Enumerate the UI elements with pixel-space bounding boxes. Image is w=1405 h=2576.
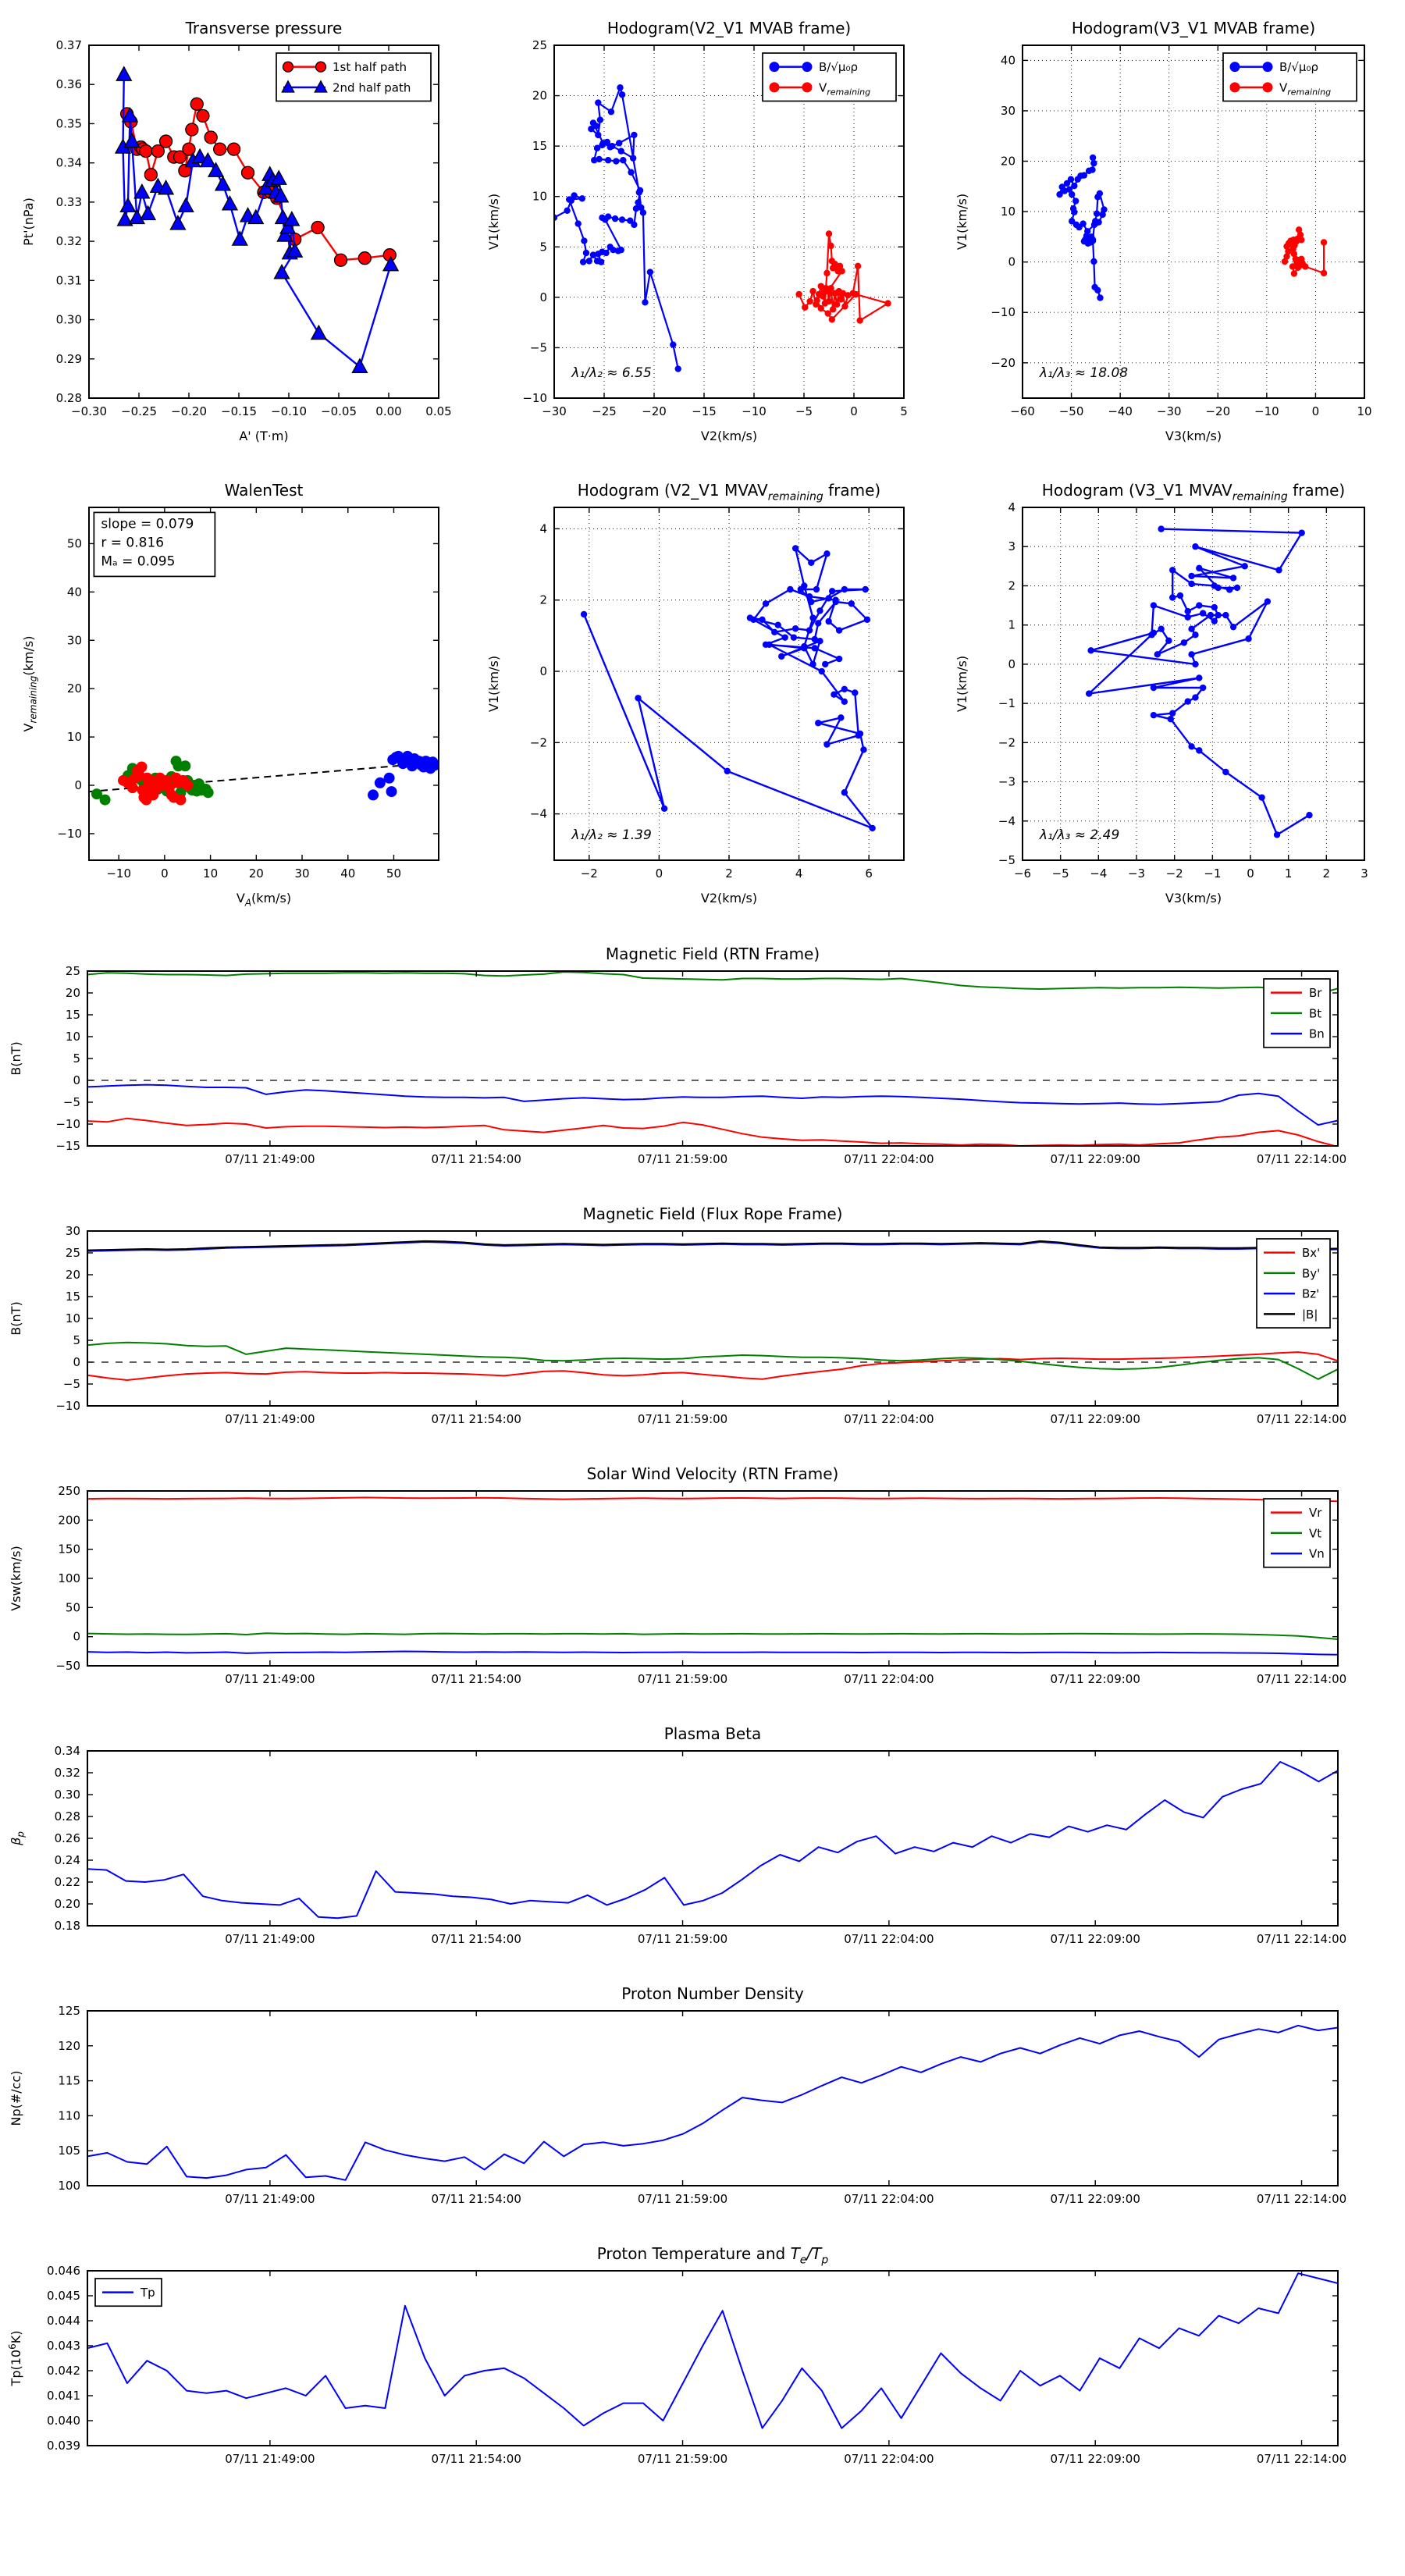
svg-text:−10: −10 <box>106 866 131 881</box>
svg-text:250: 250 <box>58 1484 80 1498</box>
svg-text:−60: −60 <box>1010 404 1035 418</box>
svg-text:0.041: 0.041 <box>47 2389 80 2403</box>
svg-text:0.18: 0.18 <box>54 1919 80 1933</box>
svg-text:07/11 21:59:00: 07/11 21:59:00 <box>637 2452 728 2466</box>
svg-text:0.34: 0.34 <box>54 1744 80 1758</box>
walen-test-chart <box>5 467 467 926</box>
svg-text:07/11 22:14:00: 07/11 22:14:00 <box>1256 1412 1347 1426</box>
svg-text:−2: −2 <box>529 735 547 750</box>
svg-text:07/11 22:14:00: 07/11 22:14:00 <box>1256 2192 1347 2206</box>
svg-text:−4: −4 <box>998 813 1016 828</box>
svg-text:0.32: 0.32 <box>55 234 82 249</box>
svg-text:0.30: 0.30 <box>55 312 82 327</box>
svg-text:07/11 22:09:00: 07/11 22:09:00 <box>1050 1932 1140 1946</box>
svg-text:0.35: 0.35 <box>55 116 82 131</box>
svg-text:V2(km/s): V2(km/s) <box>700 891 758 906</box>
svg-text:0.32: 0.32 <box>54 1766 80 1780</box>
hodogram-v3v1-mvav-chart <box>935 467 1402 926</box>
svg-text:V1(km/s): V1(km/s) <box>955 655 969 713</box>
panel-magnetic-field-flux-rope <box>0 1197 1405 1456</box>
svg-text:07/11 22:14:00: 07/11 22:14:00 <box>1256 1932 1347 1946</box>
svg-text:0.29: 0.29 <box>55 351 82 366</box>
svg-text:30: 30 <box>66 633 82 648</box>
svg-text:Vremaining: $V_{remaining}$ <box>819 80 871 98</box>
svg-text:125: 125 <box>58 2004 80 2018</box>
svg-text:−10: −10 <box>742 404 767 418</box>
svg-text:20: 20 <box>65 986 80 1000</box>
svg-text:0.043: 0.043 <box>47 2339 80 2353</box>
svg-text:Tp: Tp <box>140 2286 155 2300</box>
svg-text:25: 25 <box>65 964 80 978</box>
svg-text:−40: −40 <box>1108 404 1133 418</box>
panel-proton-temperature <box>0 2236 1405 2496</box>
svg-text:Tp(106K): $Tp(10^6K)$ <box>6 2330 23 2386</box>
svg-text:0.37: 0.37 <box>55 38 82 52</box>
svg-text:0.045: 0.045 <box>47 2289 80 2303</box>
magnetic-field-flux-rope-chart <box>0 1197 1405 1456</box>
svg-text:10: 10 <box>203 866 219 881</box>
svg-text:Vr: Vr <box>1309 1506 1322 1521</box>
svg-text:Mₐ = 0.095: Mₐ = 0.095 <box>101 553 176 570</box>
svg-text:100: 100 <box>58 1571 80 1585</box>
svg-text:07/11 21:54:00: 07/11 21:54:00 <box>431 1412 521 1426</box>
svg-text:150: 150 <box>58 1542 80 1557</box>
svg-text:−2: −2 <box>1165 866 1183 881</box>
svg-text:V1(km/s): V1(km/s) <box>486 655 501 713</box>
svg-text:07/11 22:14:00: 07/11 22:14:00 <box>1256 1672 1347 1686</box>
svg-text:−15: −15 <box>692 404 717 418</box>
svg-text:Vremaining(km/s): $V_{remaining}(km/s)$ <box>21 635 39 732</box>
svg-text:1: 1 <box>1008 617 1016 632</box>
svg-text:25: 25 <box>65 1246 80 1260</box>
svg-text:By': By' <box>1302 1266 1321 1281</box>
svg-text:30: 30 <box>294 866 310 881</box>
svg-text:−30: −30 <box>1156 404 1182 418</box>
svg-text:100: 100 <box>58 2179 80 2193</box>
hodogram-v2v1-mvab-chart <box>470 5 932 464</box>
svg-text:0: 0 <box>73 1073 80 1087</box>
svg-text:Vn: Vn <box>1309 1546 1325 1561</box>
svg-text:0: 0 <box>73 1355 80 1369</box>
svg-text:0: 0 <box>1311 404 1320 418</box>
svg-text:−5: −5 <box>998 853 1016 867</box>
svg-text:−0.25: −0.25 <box>121 404 157 418</box>
svg-text:10: 10 <box>1000 205 1016 219</box>
svg-text:115: 115 <box>58 2073 80 2088</box>
svg-text:WalenTest: WalenTest <box>224 481 304 500</box>
plasma-beta-chart <box>0 1717 1405 1976</box>
svg-text:−0.15: −0.15 <box>221 404 257 418</box>
svg-text:−5: −5 <box>62 1095 80 1109</box>
svg-text:50: 50 <box>66 536 82 551</box>
svg-text:07/11 22:14:00: 07/11 22:14:00 <box>1256 2452 1347 2466</box>
svg-text:λ₁/λ₂ ≈ 6.55: λ₁/λ₂ ≈ 6.55 <box>571 365 652 381</box>
svg-text:|B|: |B| <box>1302 1307 1318 1322</box>
panel-hodogram-v3v1-mvab <box>935 5 1402 464</box>
svg-text:105: 105 <box>58 2144 80 2158</box>
svg-text:−30: −30 <box>542 404 567 418</box>
svg-text:20: 20 <box>532 88 547 103</box>
svg-text:2: 2 <box>1322 866 1331 881</box>
svg-text:VA(km/s): $V_A(km/s)$ <box>236 891 292 909</box>
svg-text:40: 40 <box>66 585 82 600</box>
svg-text:07/11 22:09:00: 07/11 22:09:00 <box>1050 2192 1140 2206</box>
svg-text:07/11 21:54:00: 07/11 21:54:00 <box>431 2452 521 2466</box>
svg-text:Magnetic Field (Flux Rope Fram: Magnetic Field (Flux Rope Frame) <box>582 1204 843 1223</box>
svg-text:V2(km/s): V2(km/s) <box>700 429 758 443</box>
svg-text:Hodogram(V3_V1 MVAB frame): Hodogram(V3_V1 MVAB frame) <box>1071 19 1316 37</box>
svg-text:0.042: 0.042 <box>47 2364 80 2378</box>
svg-text:λ₁/λ₃ ≈ 2.49: λ₁/λ₃ ≈ 2.49 <box>1039 827 1120 843</box>
svg-text:50: 50 <box>65 1600 80 1615</box>
svg-text:Hodogram (V2_V1 MVAVremaining: Hodogram (V2_V1 $MVAV_{remaining}$ frame) <box>577 481 881 503</box>
svg-text:−3: −3 <box>998 774 1016 789</box>
svg-text:−4: −4 <box>529 806 547 821</box>
svg-text:0: 0 <box>655 866 663 881</box>
magnetic-field-rtn-chart <box>0 937 1405 1196</box>
svg-text:20: 20 <box>248 866 264 881</box>
svg-text:0: 0 <box>539 290 547 304</box>
svg-text:0.040: 0.040 <box>47 2414 80 2428</box>
svg-text:−0.30: −0.30 <box>71 404 107 418</box>
svg-text:0.05: 0.05 <box>425 404 452 418</box>
svg-text:0.36: 0.36 <box>55 77 82 92</box>
svg-text:A' (T·m): A' (T·m) <box>239 429 289 443</box>
svg-text:r = 0.816: r = 0.816 <box>101 535 165 551</box>
svg-text:07/11 21:59:00: 07/11 21:59:00 <box>637 1412 728 1426</box>
svg-text:−0.05: −0.05 <box>321 404 357 418</box>
svg-text:1st half path: 1st half path <box>333 60 407 75</box>
svg-text:0.33: 0.33 <box>55 194 82 209</box>
svg-text:0.26: 0.26 <box>54 1831 80 1845</box>
svg-text:07/11 21:49:00: 07/11 21:49:00 <box>225 1152 315 1166</box>
svg-text:Transverse pressure: Transverse pressure <box>185 19 343 37</box>
svg-text:−5: −5 <box>795 404 813 418</box>
svg-text:10: 10 <box>1357 404 1372 418</box>
svg-text:Bn: Bn <box>1309 1026 1325 1041</box>
svg-text:07/11 22:04:00: 07/11 22:04:00 <box>844 1672 934 1686</box>
svg-text:3: 3 <box>1008 539 1016 554</box>
svg-text:Br: Br <box>1309 986 1322 1001</box>
panel-transverse-pressure <box>5 5 467 464</box>
svg-text:Magnetic Field (RTN Frame): Magnetic Field (RTN Frame) <box>605 945 820 963</box>
svg-text:25: 25 <box>532 38 547 52</box>
svg-text:0.28: 0.28 <box>54 1809 80 1823</box>
svg-text:10: 10 <box>66 730 82 745</box>
svg-text:V3(km/s): V3(km/s) <box>1165 429 1222 443</box>
svg-text:−5: −5 <box>529 340 547 355</box>
svg-text:40: 40 <box>340 866 356 881</box>
svg-text:07/11 21:49:00: 07/11 21:49:00 <box>225 1672 315 1686</box>
svg-text:07/11 21:54:00: 07/11 21:54:00 <box>431 1672 521 1686</box>
svg-text:20: 20 <box>1000 154 1016 169</box>
svg-text:10: 10 <box>532 189 547 204</box>
svg-text:slope = 0.079: slope = 0.079 <box>101 516 194 532</box>
svg-text:−6: −6 <box>1013 866 1032 881</box>
svg-text:07/11 21:54:00: 07/11 21:54:00 <box>431 2192 521 2206</box>
svg-text:V3(km/s): V3(km/s) <box>1165 891 1222 906</box>
svg-text:15: 15 <box>65 1008 80 1022</box>
svg-text:3: 3 <box>1361 866 1368 881</box>
svg-text:50: 50 <box>386 866 402 881</box>
svg-text:Bt: Bt <box>1309 1006 1322 1021</box>
svg-text:−50: −50 <box>55 1659 80 1673</box>
svg-text:λ₁/λ₃ ≈ 18.08: λ₁/λ₃ ≈ 18.08 <box>1039 365 1129 381</box>
svg-text:07/11 22:04:00: 07/11 22:04:00 <box>844 2192 934 2206</box>
svg-text:07/11 22:09:00: 07/11 22:09:00 <box>1050 2452 1140 2466</box>
svg-text:−50: −50 <box>1058 404 1084 418</box>
svg-text:07/11 21:49:00: 07/11 21:49:00 <box>225 2452 315 2466</box>
svg-text:Hodogram(V2_V1 MVAB frame): Hodogram(V2_V1 MVAB frame) <box>606 19 852 37</box>
svg-text:0.044: 0.044 <box>47 2314 80 2328</box>
panel-hodogram-v2v1-mvav <box>470 467 932 926</box>
svg-text:07/11 21:59:00: 07/11 21:59:00 <box>637 1672 728 1686</box>
svg-text:20: 20 <box>65 1268 80 1282</box>
svg-text:0: 0 <box>539 664 547 679</box>
proton-number-density-chart <box>0 1976 1405 2236</box>
svg-text:07/11 21:54:00: 07/11 21:54:00 <box>431 1932 521 1946</box>
svg-text:V1(km/s): V1(km/s) <box>486 193 501 251</box>
svg-text:−5: −5 <box>62 1377 80 1391</box>
svg-text:−20: −20 <box>642 404 667 418</box>
svg-text:B/√μ₀ρ: B/√μ₀ρ <box>819 60 858 75</box>
svg-text:−10: −10 <box>522 391 547 405</box>
svg-text:0.046: 0.046 <box>47 2264 80 2278</box>
svg-text:Np(#/cc): Np(#/cc) <box>9 2070 23 2126</box>
panel-hodogram-v2v1-mvab <box>470 5 932 464</box>
svg-text:Bx': Bx' <box>1302 1246 1321 1261</box>
svg-text:0: 0 <box>74 778 82 793</box>
svg-text:Vt: Vt <box>1309 1526 1322 1541</box>
svg-text:07/11 21:49:00: 07/11 21:49:00 <box>225 1412 315 1426</box>
panel-solar-wind-velocity <box>0 1457 1405 1716</box>
panel-walen-test <box>5 467 467 926</box>
svg-text:B/√μ₀ρ: B/√μ₀ρ <box>1279 60 1318 75</box>
svg-text:07/11 21:54:00: 07/11 21:54:00 <box>431 1152 521 1166</box>
svg-text:Vsw(km/s): Vsw(km/s) <box>9 1546 23 1611</box>
svg-text:−20: −20 <box>1205 404 1231 418</box>
svg-text:07/11 21:49:00: 07/11 21:49:00 <box>225 2192 315 2206</box>
svg-text:07/11 22:14:00: 07/11 22:14:00 <box>1256 1152 1347 1166</box>
svg-text:0.31: 0.31 <box>55 273 82 288</box>
panel-magnetic-field-rtn <box>0 937 1405 1196</box>
svg-text:4: 4 <box>795 866 803 881</box>
svg-text:−2: −2 <box>998 735 1016 750</box>
svg-text:0.039: 0.039 <box>47 2439 80 2453</box>
svg-text:−20: −20 <box>991 355 1016 370</box>
svg-text:0.28: 0.28 <box>55 391 82 405</box>
svg-text:15: 15 <box>532 139 547 154</box>
svg-text:Solar Wind Velocity (RTN Frame: Solar Wind Velocity (RTN Frame) <box>586 1464 839 1483</box>
svg-text:Hodogram (V3_V1 MVAVremaining: Hodogram (V3_V1 $MVAV_{remaining}$ frame) <box>1041 481 1346 503</box>
svg-text:07/11 21:59:00: 07/11 21:59:00 <box>637 1152 728 1166</box>
svg-text:V1(km/s): V1(km/s) <box>955 193 969 251</box>
svg-text:07/11 21:49:00: 07/11 21:49:00 <box>225 1932 315 1946</box>
svg-text:15: 15 <box>65 1290 80 1304</box>
svg-text:Pt'(nPa): Pt'(nPa) <box>21 197 36 246</box>
svg-text:1: 1 <box>1284 866 1293 881</box>
svg-text:2: 2 <box>539 592 547 607</box>
svg-text:07/11 21:59:00: 07/11 21:59:00 <box>637 2192 728 2206</box>
svg-text:4: 4 <box>1008 500 1016 514</box>
svg-text:40: 40 <box>1000 53 1016 68</box>
svg-text:0.34: 0.34 <box>55 155 82 170</box>
svg-text:βp: $\beta_p$ <box>9 1831 27 1845</box>
svg-text:Vremaining: $V_{remaining}$ <box>1279 80 1332 98</box>
svg-text:200: 200 <box>58 1513 80 1528</box>
svg-text:20: 20 <box>66 681 82 696</box>
svg-text:−10: −10 <box>55 1399 80 1413</box>
svg-text:−10: −10 <box>55 1117 80 1131</box>
svg-text:5: 5 <box>73 1333 80 1347</box>
svg-text:B(nT): B(nT) <box>9 1301 23 1336</box>
svg-text:10: 10 <box>65 1311 80 1325</box>
panel-hodogram-v3v1-mvav <box>935 467 1402 926</box>
svg-text:5: 5 <box>900 404 908 418</box>
hodogram-v3v1-mvab-chart <box>935 5 1402 464</box>
svg-text:0: 0 <box>73 1629 80 1644</box>
svg-text:07/11 22:09:00: 07/11 22:09:00 <box>1050 1672 1140 1686</box>
svg-text:0: 0 <box>1008 254 1016 269</box>
svg-text:Proton Number Density: Proton Number Density <box>621 1984 804 2003</box>
svg-text:0.24: 0.24 <box>54 1853 80 1867</box>
svg-text:10: 10 <box>65 1030 80 1044</box>
svg-text:−10: −10 <box>991 305 1016 320</box>
svg-text:07/11 22:04:00: 07/11 22:04:00 <box>844 1932 934 1946</box>
svg-text:−10: −10 <box>57 826 82 841</box>
svg-text:−4: −4 <box>1090 866 1108 881</box>
svg-text:Proton Temperature and Te/Tp: Proton Temperature and $T_e/T_p$ <box>596 2244 829 2267</box>
svg-text:B(nT): B(nT) <box>9 1041 23 1076</box>
svg-text:2: 2 <box>1008 578 1016 593</box>
solar-wind-velocity-rtn-chart <box>0 1457 1405 1716</box>
svg-text:−1: −1 <box>998 696 1016 711</box>
panel-proton-number-density <box>0 1976 1405 2236</box>
proton-temperature-chart <box>0 2236 1405 2496</box>
svg-text:−10: −10 <box>1254 404 1279 418</box>
svg-text:5: 5 <box>73 1051 80 1066</box>
panel-plasma-beta <box>0 1717 1405 1976</box>
svg-text:−5: −5 <box>1051 866 1069 881</box>
svg-text:07/11 22:04:00: 07/11 22:04:00 <box>844 1412 934 1426</box>
svg-text:−1: −1 <box>1204 866 1222 881</box>
svg-text:2nd half path: 2nd half path <box>333 80 411 95</box>
svg-text:Bz': Bz' <box>1302 1286 1320 1301</box>
svg-text:30: 30 <box>65 1224 80 1238</box>
svg-text:−2: −2 <box>580 866 598 881</box>
svg-text:4: 4 <box>539 521 547 536</box>
svg-text:07/11 22:04:00: 07/11 22:04:00 <box>844 2452 934 2466</box>
svg-text:0: 0 <box>1008 656 1016 671</box>
svg-text:07/11 22:04:00: 07/11 22:04:00 <box>844 1152 934 1166</box>
svg-text:0.30: 0.30 <box>54 1788 80 1802</box>
svg-text:07/11 21:59:00: 07/11 21:59:00 <box>637 1932 728 1946</box>
svg-text:−25: −25 <box>592 404 617 418</box>
svg-text:6: 6 <box>865 866 873 881</box>
hodogram-v2v1-mvav-chart <box>470 467 932 926</box>
svg-text:0: 0 <box>161 866 169 881</box>
svg-text:λ₁/λ₂ ≈ 1.39: λ₁/λ₂ ≈ 1.39 <box>571 827 652 843</box>
svg-text:0: 0 <box>850 404 858 418</box>
svg-text:Plasma Beta: Plasma Beta <box>663 1724 762 1743</box>
svg-text:120: 120 <box>58 2038 80 2053</box>
svg-text:0.20: 0.20 <box>54 1897 80 1911</box>
svg-text:07/11 22:09:00: 07/11 22:09:00 <box>1050 1152 1140 1166</box>
svg-text:07/11 22:09:00: 07/11 22:09:00 <box>1050 1412 1140 1426</box>
svg-text:110: 110 <box>58 2108 80 2123</box>
svg-text:0.22: 0.22 <box>54 1875 80 1889</box>
transverse-pressure-chart <box>5 5 467 464</box>
svg-text:−0.20: −0.20 <box>171 404 207 418</box>
svg-text:−0.10: −0.10 <box>271 404 307 418</box>
svg-text:0.00: 0.00 <box>375 404 402 418</box>
svg-text:−3: −3 <box>1127 866 1146 881</box>
svg-text:0: 0 <box>1247 866 1254 881</box>
svg-text:2: 2 <box>725 866 733 881</box>
svg-text:5: 5 <box>539 240 547 254</box>
svg-text:30: 30 <box>1000 103 1016 118</box>
svg-text:−15: −15 <box>55 1139 80 1153</box>
